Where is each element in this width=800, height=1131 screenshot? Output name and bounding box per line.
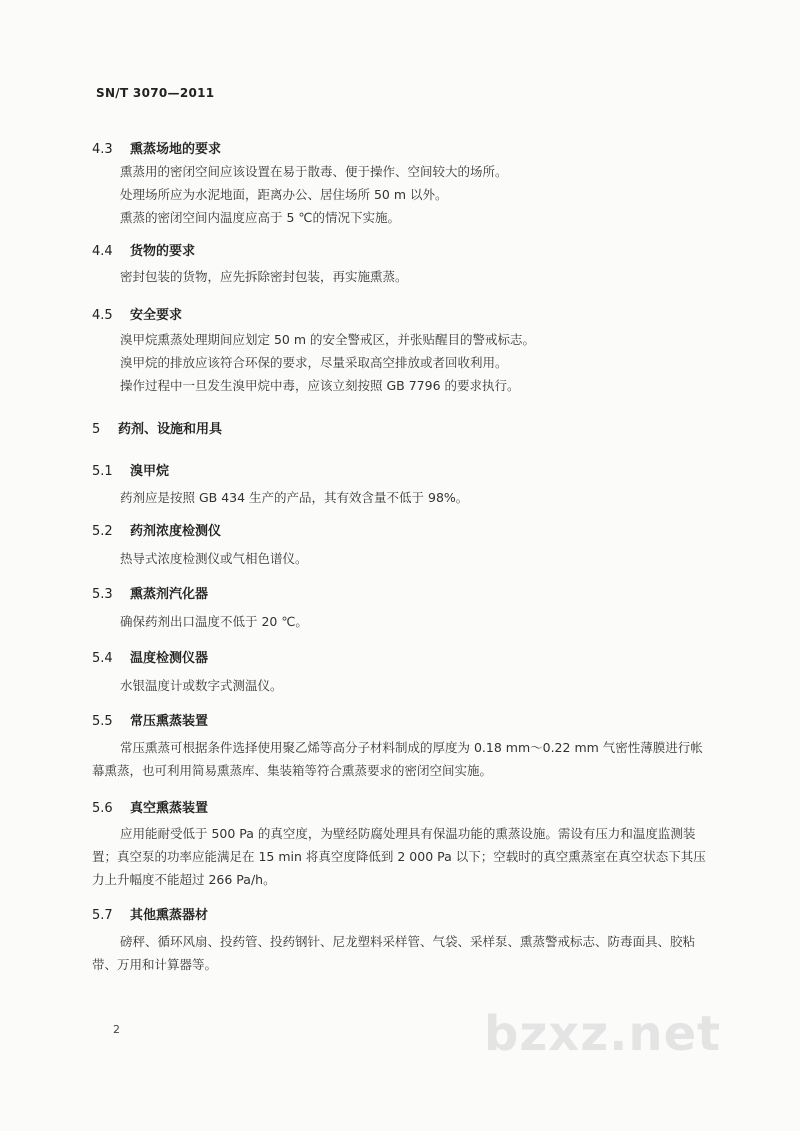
section-number: 5.7	[92, 908, 113, 923]
section-title: 其他熏蒸器材	[130, 908, 209, 923]
paragraph-line: 密封包装的货物，应先拆除密封包装，再实施熏蒸。	[120, 269, 408, 284]
section-number: 4.5	[92, 308, 113, 323]
section-number: 4.4	[92, 244, 113, 259]
paragraph-line: 操作过程中一旦发生溴甲烷中毒，应该立刻按照 GB 7796 的要求执行。	[120, 378, 520, 393]
paragraph-line: 熏蒸用的密闭空间应该设置在易于散毒、便于操作、空间较大的场所。	[120, 164, 508, 179]
paragraph-line: 水银温度计或数字式测温仪。	[120, 678, 283, 693]
section-title: 药剂浓度检测仪	[130, 524, 222, 539]
paragraph-line: 药剂应是按照 GB 434 生产的产品，其有效含量不低于 98%。	[120, 490, 469, 505]
paragraph-line: 确保药剂出口温度不低于 20 ℃。	[120, 614, 308, 629]
section-body-5-1	[120, 486, 720, 509]
section-body-5-2	[120, 547, 720, 570]
section-heading-4-3	[92, 138, 221, 157]
section-number: 5.2	[92, 524, 113, 539]
section-title: 安全要求	[130, 308, 183, 323]
section-number: 4.3	[92, 142, 113, 157]
paragraph-line: 处理场所应为水泥地面，距离办公、居住场所 50 m 以外。	[120, 187, 448, 202]
section-title: 熏蒸场地的要求	[130, 142, 222, 157]
section-number: 5.3	[92, 587, 113, 602]
paragraph-line: 溴甲烷熏蒸处理期间应划定 50 m 的安全警戒区，并张贴醒目的警戒标志。	[120, 332, 536, 347]
section-number: 5.1	[92, 464, 113, 479]
section-number: 5.4	[92, 651, 113, 666]
section-body-5-4	[120, 674, 720, 697]
section-heading-5-2	[92, 520, 221, 539]
section-heading-5-7	[92, 904, 208, 923]
section-heading-4-5	[92, 304, 182, 323]
chapter-heading-5	[92, 418, 222, 437]
section-number: 5.6	[92, 801, 113, 816]
section-heading-5-1	[92, 460, 169, 479]
chapter-number: 5	[92, 422, 101, 437]
section-heading-4-4	[92, 240, 195, 259]
section-body-4-4	[120, 265, 720, 288]
section-title: 温度检测仪器	[130, 651, 209, 666]
section-title: 真空熏蒸装置	[130, 801, 209, 816]
section-body-5-3	[120, 610, 720, 633]
section-title: 常压熏蒸装置	[130, 714, 209, 729]
section-body-5-6: 应用能耐受低于 500 Pa 的真空度，为壁经防腐处理具有保温功能的熏蒸设施。需设有压力和温度监测装置；真空泵的功率应能满足在 15 min 将真空度降低到 2 000 Pa 以下；空载时的真空熏蒸室在真空状态下其压力上升幅度不能超过 266 Pa/h。	[92, 826, 706, 887]
standard-code: SN/T 3070—2011	[96, 86, 215, 100]
chapter-title: 药剂、设施和用具	[118, 422, 223, 437]
section-heading-5-3	[92, 583, 208, 602]
watermark: bzxz.net	[484, 1006, 722, 1062]
section-body-5-5: 常压熏蒸可根据条件选择使用聚乙烯等高分子材料制成的厚度为 0.18 mm～0.22 mm 气密性薄膜进行帐幕熏蒸，也可利用简易熏蒸库、集装箱等符合熏蒸要求的密闭空间实施。	[92, 740, 703, 778]
section-title: 溴甲烷	[130, 464, 170, 479]
section-body-5-7: 磅秤、循环风扇、投药管、投药钢针、尼龙塑料采样管、气袋、采样泵、熏蒸警戒标志、防毒面具、胶粘带、万用和计算器等。	[92, 934, 696, 972]
section-body-4-5	[120, 328, 720, 397]
section-heading-5-6	[92, 797, 208, 816]
section-title: 熏蒸剂汽化器	[130, 587, 209, 602]
section-heading-5-5	[92, 710, 208, 729]
section-title: 货物的要求	[130, 244, 196, 259]
section-heading-5-4	[92, 647, 208, 666]
paragraph-line: 热导式浓度检测仪或气相色谱仪。	[120, 551, 308, 566]
paragraph-line: 溴甲烷的排放应该符合环保的要求，尽量采取高空排放或者回收利用。	[120, 355, 508, 370]
section-body-4-3	[120, 160, 720, 229]
paragraph-line: 熏蒸的密闭空间内温度应高于 5 ℃的情况下实施。	[120, 210, 400, 225]
page-number: 2	[113, 1023, 120, 1036]
section-number: 5.5	[92, 714, 113, 729]
